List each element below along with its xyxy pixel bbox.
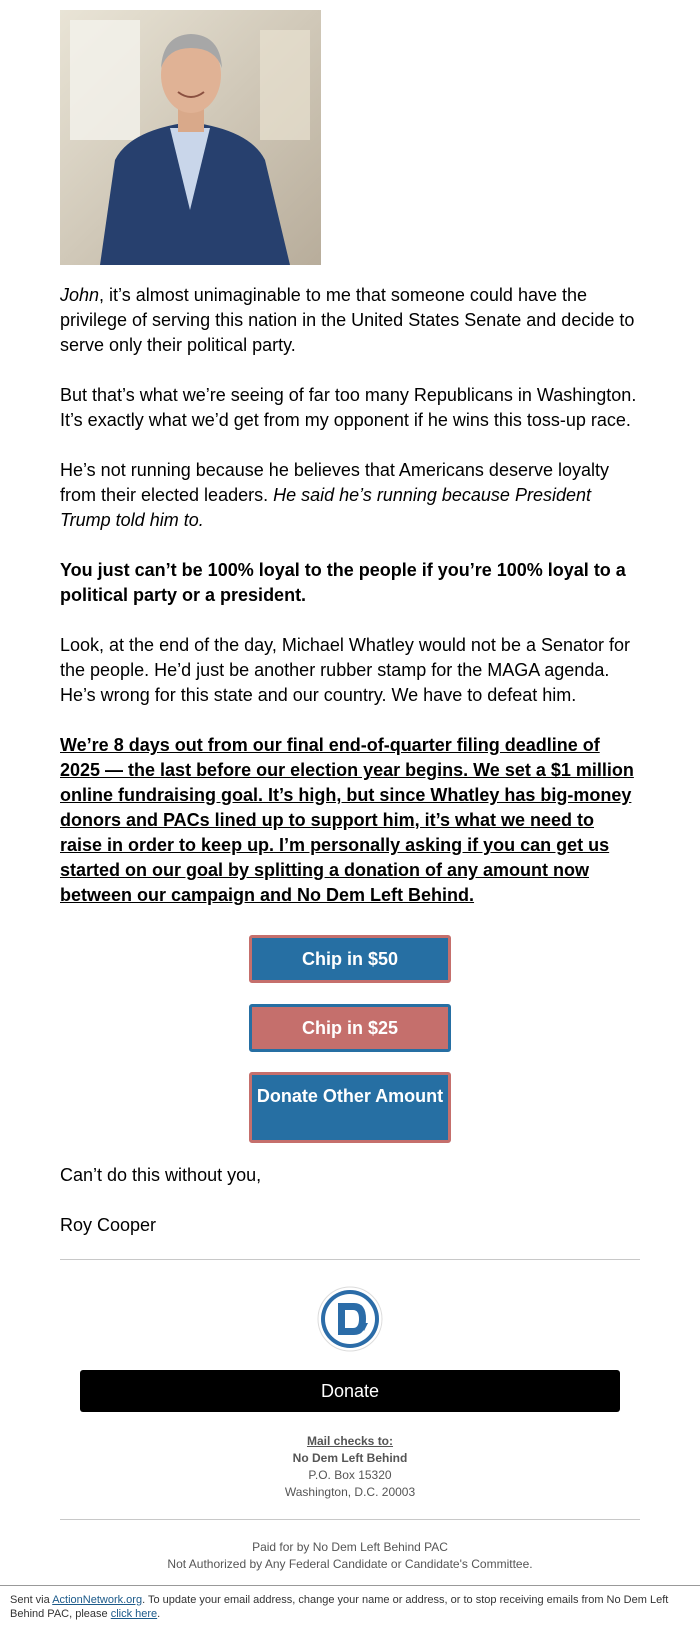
- mail-name: No Dem Left Behind: [292, 1451, 408, 1465]
- mail-checks-block: [60, 1433, 640, 1501]
- paragraph-3: He’s not running because he believes that Americans deserve loyalty from their elected leaders. He said he’s running because President Trump told him to.: [60, 460, 609, 530]
- mail-title: Mail checks to:: [306, 1434, 394, 1448]
- mail-city: Washington, D.C. 20003: [284, 1485, 416, 1499]
- not-authorized: Not Authorized by Any Federal Candidate or Candidate's Committee.: [167, 1557, 533, 1571]
- paragraph-2: But that’s what we’re seeing of far too many Republicans in Washington. It’s exactly what we’d get from my opponent if he wins this toss-up race.: [60, 385, 637, 430]
- donate-other-amount-button[interactable]: Donate Other Amount: [249, 1072, 451, 1143]
- disclaimer: [60, 1539, 640, 1573]
- chip-in-25-button[interactable]: Chip in $25: [249, 1004, 451, 1052]
- footer-divider: [0, 1585, 700, 1586]
- chip-in-50-button[interactable]: Chip in $50: [249, 935, 451, 983]
- paid-for-by: Paid for by No Dem Left Behind PAC: [252, 1540, 448, 1554]
- donation-ask[interactable]: We’re 8 days out from our final end-of-quarter filing deadline of 2025 — the last before our election year begins. We set a $1 million online fundraising goal. It’s high, but since Whatley has big-money donors and PACs lined up to support him, it’s what we need to raise in order to keep up. I’m personally asking if you can get us started on our goal by splitting a donation of any amount now between our campaign and No Dem Left Behind.: [60, 735, 634, 905]
- paragraph-4: You just can’t be 100% loyal to the people if you’re 100% loyal to a political party or a president.: [60, 560, 626, 605]
- closing-line: Can’t do this without you,: [60, 1165, 262, 1185]
- closing: [60, 1163, 261, 1263]
- candidate-photo: [60, 10, 321, 265]
- donate-button[interactable]: Donate: [80, 1370, 620, 1412]
- letter-body: [60, 283, 640, 933]
- signature: Roy Cooper: [60, 1215, 157, 1235]
- divider: [60, 1259, 640, 1260]
- paragraph-1: John, it’s almost unimaginable to me that someone could have the privilege of serving this nation in the United States Senate and decide to serve only their political party.: [60, 285, 635, 355]
- unsubscribe-link[interactable]: click here: [110, 1608, 158, 1620]
- pac-logo: [316, 1285, 384, 1353]
- recipient-name: John: [60, 285, 100, 305]
- actionnetwork-link[interactable]: ActionNetwork.org: [52, 1594, 143, 1606]
- email-footer: Sent via ActionNetwork.org. To update your email address, change your name or address, or to stop receiving emails from No Dem Left Behind PAC, please click here.: [10, 1594, 669, 1620]
- mail-box: P.O. Box 15320: [308, 1468, 392, 1482]
- paragraph-5: Look, at the end of the day, Michael Whatley would not be a Senator for the people. He’d just be another rubber stamp for the MAGA agenda. He’s wrong for this state and our country. We have to defeat him.: [60, 635, 631, 705]
- divider: [60, 1519, 640, 1520]
